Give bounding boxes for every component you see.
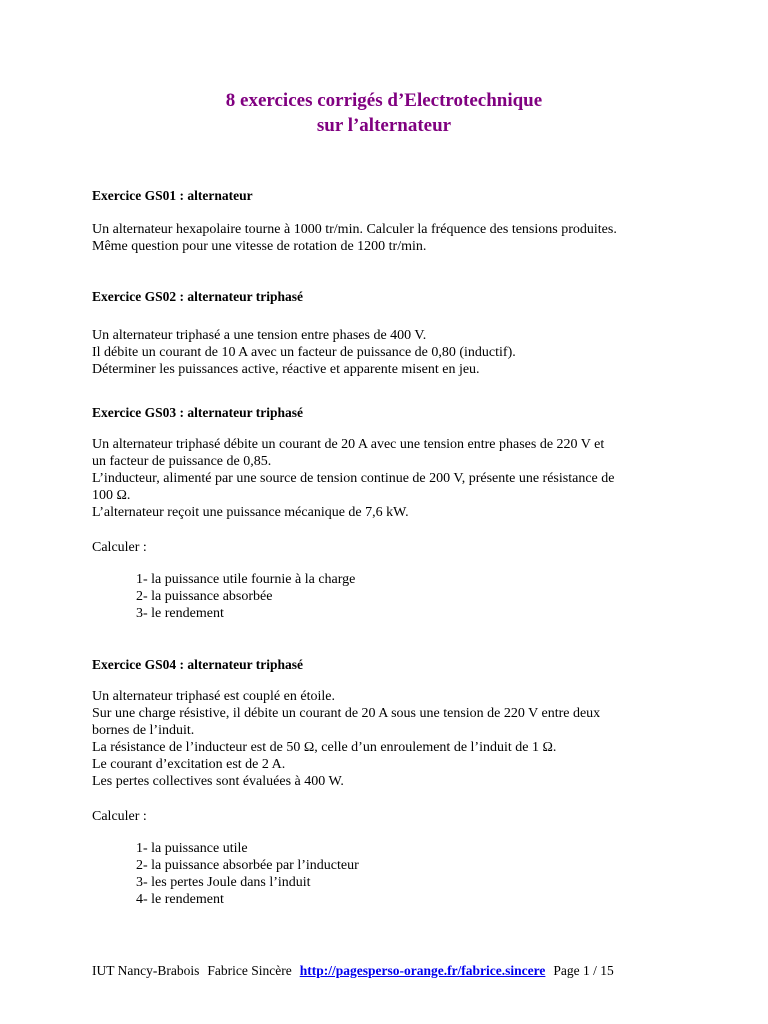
paragraph-line: Calculer : [92,540,147,555]
paragraph-line: Les pertes collectives sont évaluées à 400 W. [92,774,344,789]
exercise-gs01-heading: Exercice GS01 : alternateur [92,188,253,203]
paragraph-line: Même question pour une vitesse de rotation de 1200 tr/min. [92,239,427,254]
list-item: 3- les pertes Joule dans l’induit [136,875,311,890]
paragraph-line: L’inducteur, alimenté par une source de tension continue de 200 V, présente une résistance de [92,471,615,486]
exercise-gs03-heading: Exercice GS03 : alternateur triphasé [92,405,303,420]
paragraph-line: un facteur de puissance de 0,85. [92,454,272,469]
paragraph-line: Le courant d’excitation est de 2 A. [92,757,286,772]
exercise-gs04-list [136,840,359,908]
document-title-line-2: sur l’alternateur [316,115,452,136]
paragraph-line: bornes de l’induit. [92,723,195,738]
exercise-gs03-paragraph [92,436,614,521]
exercise-gs03-list [136,571,355,622]
paragraph-line: Un alternateur triphasé est couplé en étoile. [92,689,335,704]
list-item: 1- la puissance utile fournie à la charge [136,572,356,587]
paragraph-line: Un alternateur triphasé débite un courant de 20 A avec une tension entre phases de 220 V et [92,437,605,452]
author-website-link[interactable]: http://pagesperso-orange.fr/fabrice.sincere [299,963,546,978]
exercise-gs04-calculer [92,808,147,825]
list-item: 4- le rendement [136,892,224,907]
paragraph-line: Calculer : [92,809,147,824]
paragraph-line: 100 Ω. [92,488,131,503]
footer-institution: IUT Nancy-Brabois [92,963,200,978]
paragraph-line: La résistance de l’inducteur est de 50 Ω, celle d’un enroulement de l’induit de 1 Ω. [92,740,557,755]
exercise-gs02-heading: Exercice GS02 : alternateur triphasé [92,289,303,304]
exercise-gs04-heading: Exercice GS04 : alternateur triphasé [92,657,303,672]
paragraph-line: Déterminer les puissances active, réactive et apparente misent en jeu. [92,362,480,377]
list-item: 1- la puissance utile [136,841,248,856]
exercise-gs01-paragraph [92,221,617,255]
page-footer [92,962,614,979]
paragraph-line: Sur une charge résistive, il débite un courant de 20 A sous une tension de 220 V entre deux [92,706,601,721]
exercise-gs03-calculer [92,539,147,556]
footer-author: Fabrice Sincère [207,963,292,978]
list-item: 3- le rendement [136,606,224,621]
paragraph-line: Il débite un courant de 10 A avec un facteur de puissance de 0,80 (inductif). [92,345,516,360]
list-item: 2- la puissance absorbée [136,589,273,604]
paragraph-line: Un alternateur triphasé a une tension entre phases de 400 V. [92,328,427,343]
exercise-gs02-paragraph [92,327,516,378]
page-number: Page 1 / 15 [553,963,614,978]
list-item: 2- la puissance absorbée par l’inducteur [136,858,359,873]
paragraph-line: L’alternateur reçoit une puissance mécanique de 7,6 kW. [92,505,409,520]
exercise-gs04-paragraph [92,688,600,790]
paragraph-line: Un alternateur hexapolaire tourne à 1000 tr/min. Calculer la fréquence des tensions produites. [92,222,617,237]
document-title-line-1: 8 exercices corrigés d’Electrotechnique [225,90,543,111]
